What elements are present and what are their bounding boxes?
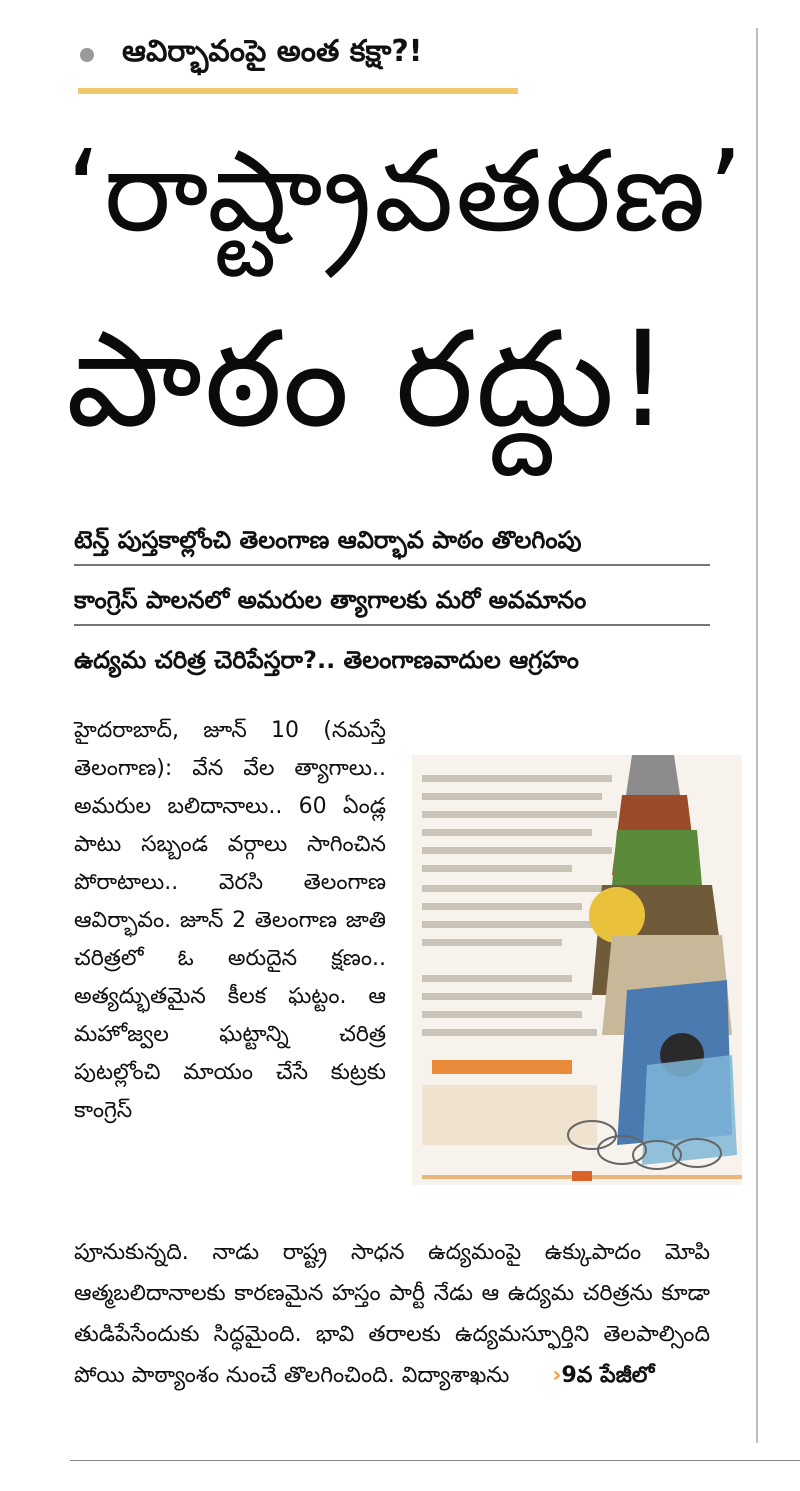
article-body-column: హైదరాబాద్, జూన్ 10 (నమస్తే తెలంగాణ): వేన వేల త్యాగాలు.. అమరుల బలిదానాలు.. 60 ఏండ్ల పాటు సబ్బండ వర్గాలు సాగించిన పోరాటాలు.. వెరసి తెలంగాణ ఆవిర్భావం. జూన్ 2 తెలంగాణ జాతి చరిత్రలో ఓ అరుదైన క్షణం.. అత్యద్భుతమైన కీలక ఘట్టం. ఆ మహోజ్వల ఘట్టాన్ని చరిత్ర పుటల్లోంచి మాయం చేసే కుట్రకు కాంగ్రెస్ xyxy=(74,718,386,1123)
bottom-divider xyxy=(70,1460,800,1461)
continued-on-page-link[interactable] xyxy=(552,1363,654,1388)
deck-rule xyxy=(74,624,710,626)
deck-1 xyxy=(74,518,710,566)
deck-text: కాంగ్రెస్ పాలనలో అమరుల త్యాగాలకు మరో అవమానం xyxy=(74,586,587,614)
kicker-text: ఆవిర్భావంపై అంత కక్షా?! xyxy=(122,34,423,69)
headline-line-1: ‘రాష్ట్రావతరణ’ xyxy=(66,127,746,257)
column-divider xyxy=(756,28,758,1443)
article-body-wide xyxy=(74,1232,710,1396)
kicker-underline xyxy=(78,88,518,94)
deck-text: టెన్త్ పుస్తకాల్లోంచి తెలంగాణ ఆవిర్భావ పాఠం తొలగింపు xyxy=(74,526,582,554)
deck-2 xyxy=(74,578,710,626)
bullet-icon xyxy=(80,48,94,62)
kicker xyxy=(74,30,534,94)
chevron-right-icon: › xyxy=(552,1363,562,1388)
deck-rule xyxy=(74,564,710,566)
jump-text: 9వ పేజీలో xyxy=(561,1363,655,1388)
deck-text: ఉద్యమ చరిత్ర చెరిపేస్తరా?.. తెలంగాణవాదుల ఆగ్రహం xyxy=(74,646,579,674)
article-illustration xyxy=(412,735,742,1205)
headline-line-2: పాఠం రద్దు! xyxy=(66,303,672,457)
deck-3 xyxy=(74,638,710,686)
article-body-continued: పూనుకున్నది. నాడు రాష్ట్ర సాధన ఉద్యమంపై ఉక్కుపాదం మోపి ఆత్మబలిదానాలకు కారణమైన హస్తం పార్టీ నేడు ఆ ఉద్యమ చరిత్రను కూడా తుడిపేసేందుకు సిద్ధమైంది. భావి తరాలకు ఉద్యమస్ఫూర్తిని తెలపాల్సింది పోయి పాఠ్యాంశం నుంచే తొలగించింది. విద్యాశాఖను xyxy=(74,1240,710,1388)
